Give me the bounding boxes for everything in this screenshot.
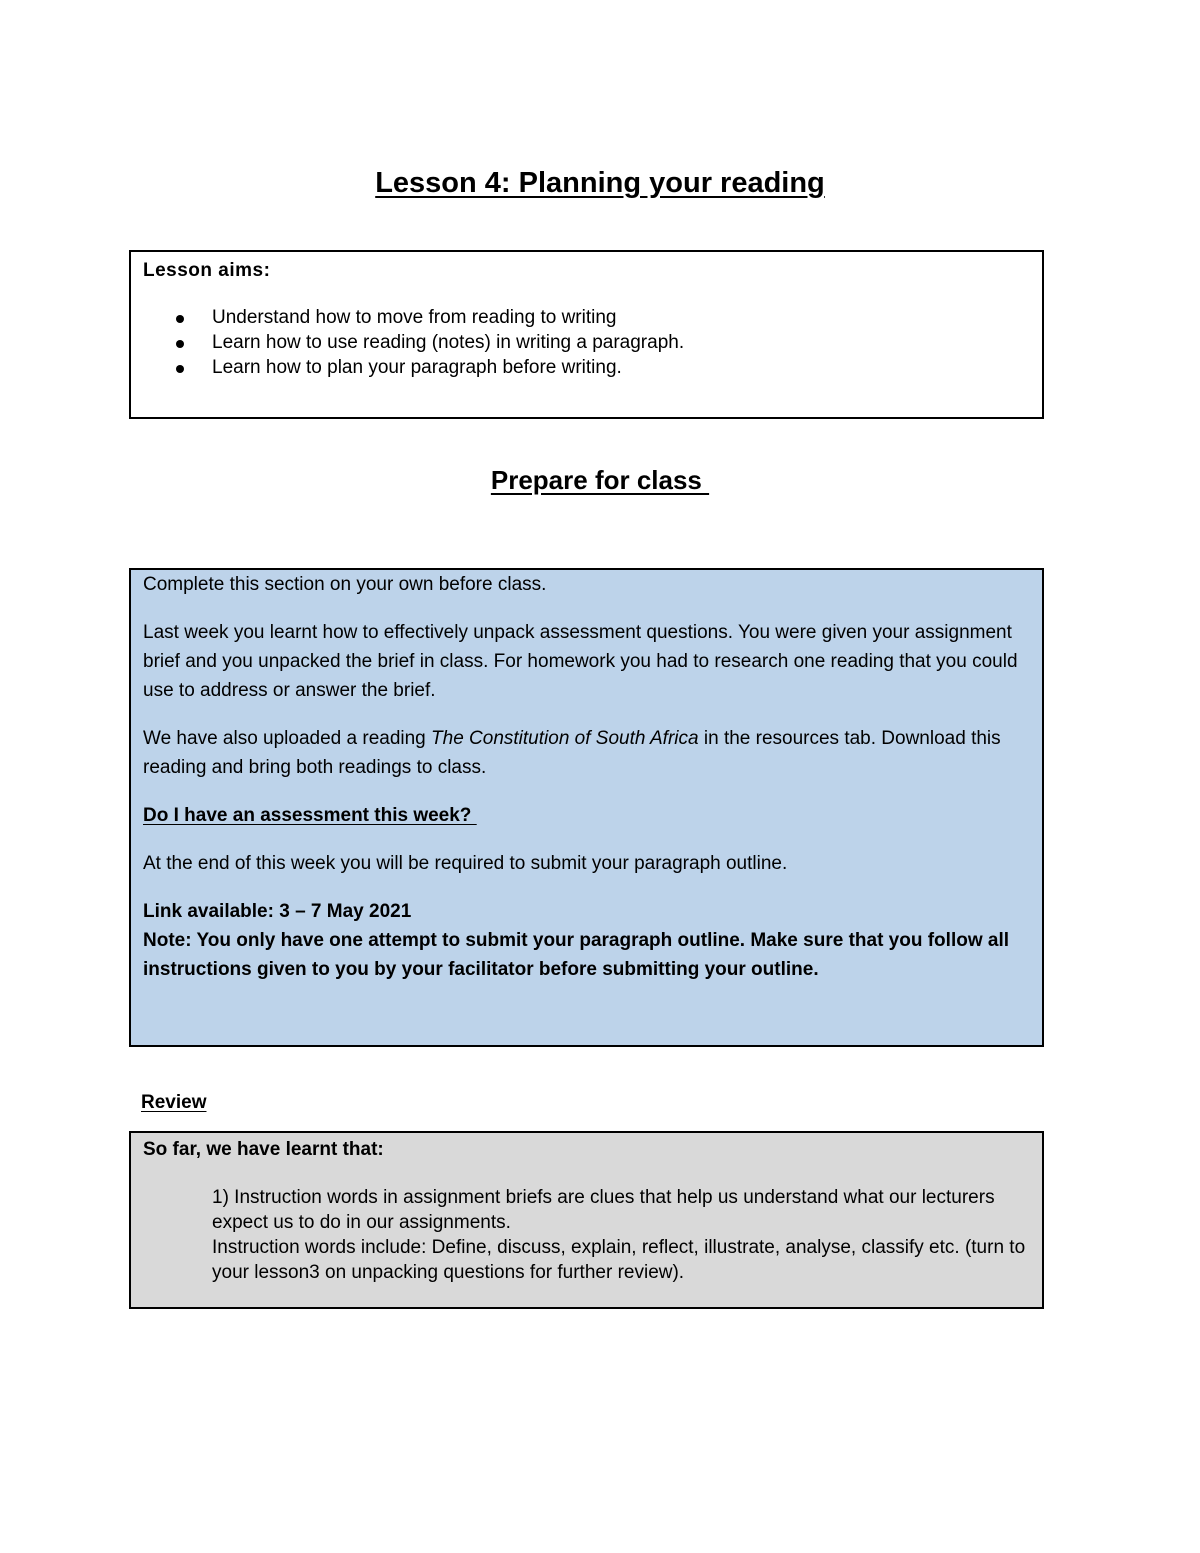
lesson-aims-box <box>129 250 1044 419</box>
bullet-icon <box>176 340 184 348</box>
lesson-aims-list <box>143 305 1030 380</box>
assessment-answer: At the end of this week you will be required to submit your paragraph outline. <box>143 853 788 874</box>
assessment-question-text: Do I have an assessment this week? <box>143 805 477 826</box>
assessment-question <box>143 801 1030 830</box>
reading-text-before: We have also uploaded a reading <box>143 728 432 749</box>
prepare-intro: Complete this section on your own before class. <box>143 574 547 595</box>
review-heading: So far, we have learnt that: <box>143 1139 384 1160</box>
review-body <box>143 1185 1030 1285</box>
bullet-icon <box>176 365 184 373</box>
reading-text-after: in the resources tab. Download this reading and bring both readings to class. <box>143 728 1001 778</box>
submission-note: Note: You only have one attempt to submit your paragraph outline. Make sure that you follow all instructions given to you by your facilitator before submitting your outline. <box>143 930 1010 980</box>
prepare-reading-text <box>143 724 1030 782</box>
lesson-aim-text: Learn how to plan your paragraph before writing. <box>212 357 622 378</box>
link-available: Link available: 3 – 7 May 2021 <box>143 901 412 922</box>
page-title: Lesson 4: Planning your reading <box>375 167 825 199</box>
lesson-aim-item <box>143 355 1030 380</box>
review-point: Instruction words include: Define, discuss, explain, reflect, illustrate, analyse, classify etc. (turn to your lesson3 on unpacking questions for further review). <box>212 1237 1026 1283</box>
prepare-section-title <box>0 463 1200 497</box>
lesson-aim-item <box>143 305 1030 330</box>
review-box <box>129 1131 1044 1309</box>
reading-title: The Constitution of South Africa <box>431 728 699 749</box>
prepare-last-week-text: Last week you learnt how to effectively unpack assessment questions. You were given your assignment brief and you unpacked the brief in class. For homework you had to research one reading that you could use to address or answer the brief. <box>143 622 1018 701</box>
prepare-section-title-text: Prepare for class <box>490 465 710 495</box>
lesson-aim-item <box>143 330 1030 355</box>
bullet-icon <box>176 315 184 323</box>
lesson-aims-heading: Lesson aims: <box>143 260 271 281</box>
lesson-aim-text: Understand how to move from reading to writing <box>212 307 617 328</box>
prepare-box <box>129 568 1044 1047</box>
lesson-aim-text: Learn how to use reading (notes) in writing a paragraph. <box>212 332 685 353</box>
review-point: 1) Instruction words in assignment briefs are clues that help us understand what our lecturers expect us to do in our assignments. <box>212 1187 995 1233</box>
review-label: Review <box>141 1092 207 1113</box>
